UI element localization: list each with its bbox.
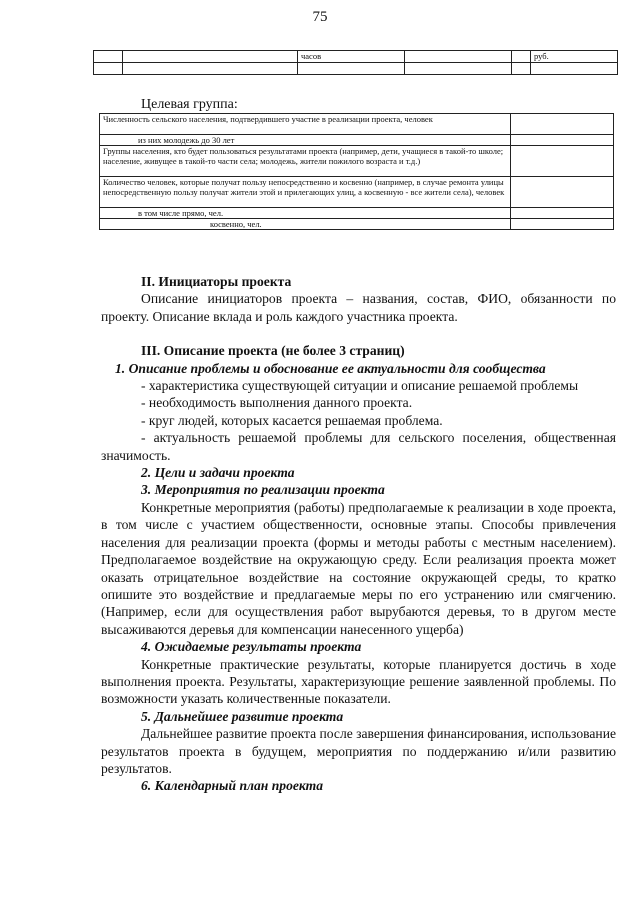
page-number: 75 — [312, 9, 328, 25]
document-body — [101, 273, 616, 795]
item-heading-goals: 2. Цели и задачи проекта — [141, 465, 295, 481]
table-row — [94, 51, 618, 63]
item-text-activities: Конкретные мероприятия (работы) предполагаемые к реализации в ходе проекта, в том числе с участием общественности, основные этапы. Способы привлечения населения для реализации проекта (формы и методы работы с местным населением). Предполагаемое воздействие на окружающую среду. Если реализация проекта может оказать отрицательное воздействие на состояние окружающей среды, то кратко опишите это воздействие и предлагаемые меры по его устранению или смягчению. (Например, если для осуществления работ вырубаются деревья, то в другом месте высаживаются деревья для компенсации нанесенного ущерба) — [101, 499, 616, 637]
target-row-label: косвенно, чел. — [100, 219, 511, 230]
target-group-title: Целевая группа: — [141, 97, 238, 112]
item-heading-problem: 1. Описание проблемы и обоснование ее актуальности для сообщества — [115, 360, 546, 376]
section-text-initiators: Описание инициаторов проекта – названия, состав, ФИО, обязанности по проекту. Описание вклада и роль каждого участника проекта. — [101, 291, 616, 324]
list-item: - необходимость выполнения данного проекта. — [141, 395, 413, 411]
item-heading-results: 4. Ожидаемые результаты проекта — [141, 639, 362, 655]
target-group-table — [99, 113, 614, 230]
item-heading-development: 5. Дальнейшее развитие проекта — [141, 708, 344, 724]
table-row — [94, 63, 618, 75]
hours-cell: часов — [298, 51, 405, 63]
item-text-results: Конкретные практические результаты, которые планируется достичь в ходе выполнения проекта. Результаты, характеризующие решение заявленной проблемы. По возможности указать количественные показатели. — [101, 656, 616, 707]
target-row-label: Численность сельского населения, подтвердившего участие в реализации проекта, человек — [100, 114, 511, 135]
table-row — [100, 177, 614, 208]
target-row-label: в том числе прямо, чел. — [100, 208, 511, 219]
section-heading-description: III. Описание проекта (не более 3 страниц) — [141, 343, 405, 359]
item-heading-calendar: 6. Календарный план проекта — [141, 778, 323, 794]
target-row-label: Группы населения, кто будет пользоваться результатами проекта (например, дети, учащиеся в такой-то школе; население, живущее в такой-то части села; молодежь, жители пожилого возраста и т.д.) — [100, 146, 511, 177]
target-row-label: Количество человек, которые получат пользу непосредственно и косвенно (например, в случае ремонта улицы непосредственную пользу получат жители этой и прилегающих улиц, а косвенную - все жители села), человек — [100, 177, 511, 208]
item-heading-activities: 3. Мероприятия по реализации проекта — [141, 482, 385, 498]
rub-cell: руб. — [531, 51, 618, 63]
table-row — [100, 146, 614, 177]
table-row — [100, 208, 614, 219]
list-item: - характеристика существующей ситуации и описание решаемой проблемы — [141, 378, 579, 394]
table-row — [100, 135, 614, 146]
table-row — [100, 114, 614, 135]
budget-table-fragment — [93, 50, 618, 75]
item-text-development: Дальнейшее развитие проекта после завершения финансирования, использование результатов проекта в будущем, мероприятия по поддержанию и/или развитию результатов. — [101, 726, 616, 776]
list-item: - актуальность решаемой проблемы для сельского поселения, общественная значимость. — [101, 430, 616, 463]
target-row-label: из них молодежь до 30 лет — [100, 135, 511, 146]
section-heading-initiators: II. Инициаторы проекта — [141, 274, 292, 289]
list-item: - круг людей, которых касается решаемая проблема. — [141, 412, 443, 428]
table-row — [100, 219, 614, 230]
